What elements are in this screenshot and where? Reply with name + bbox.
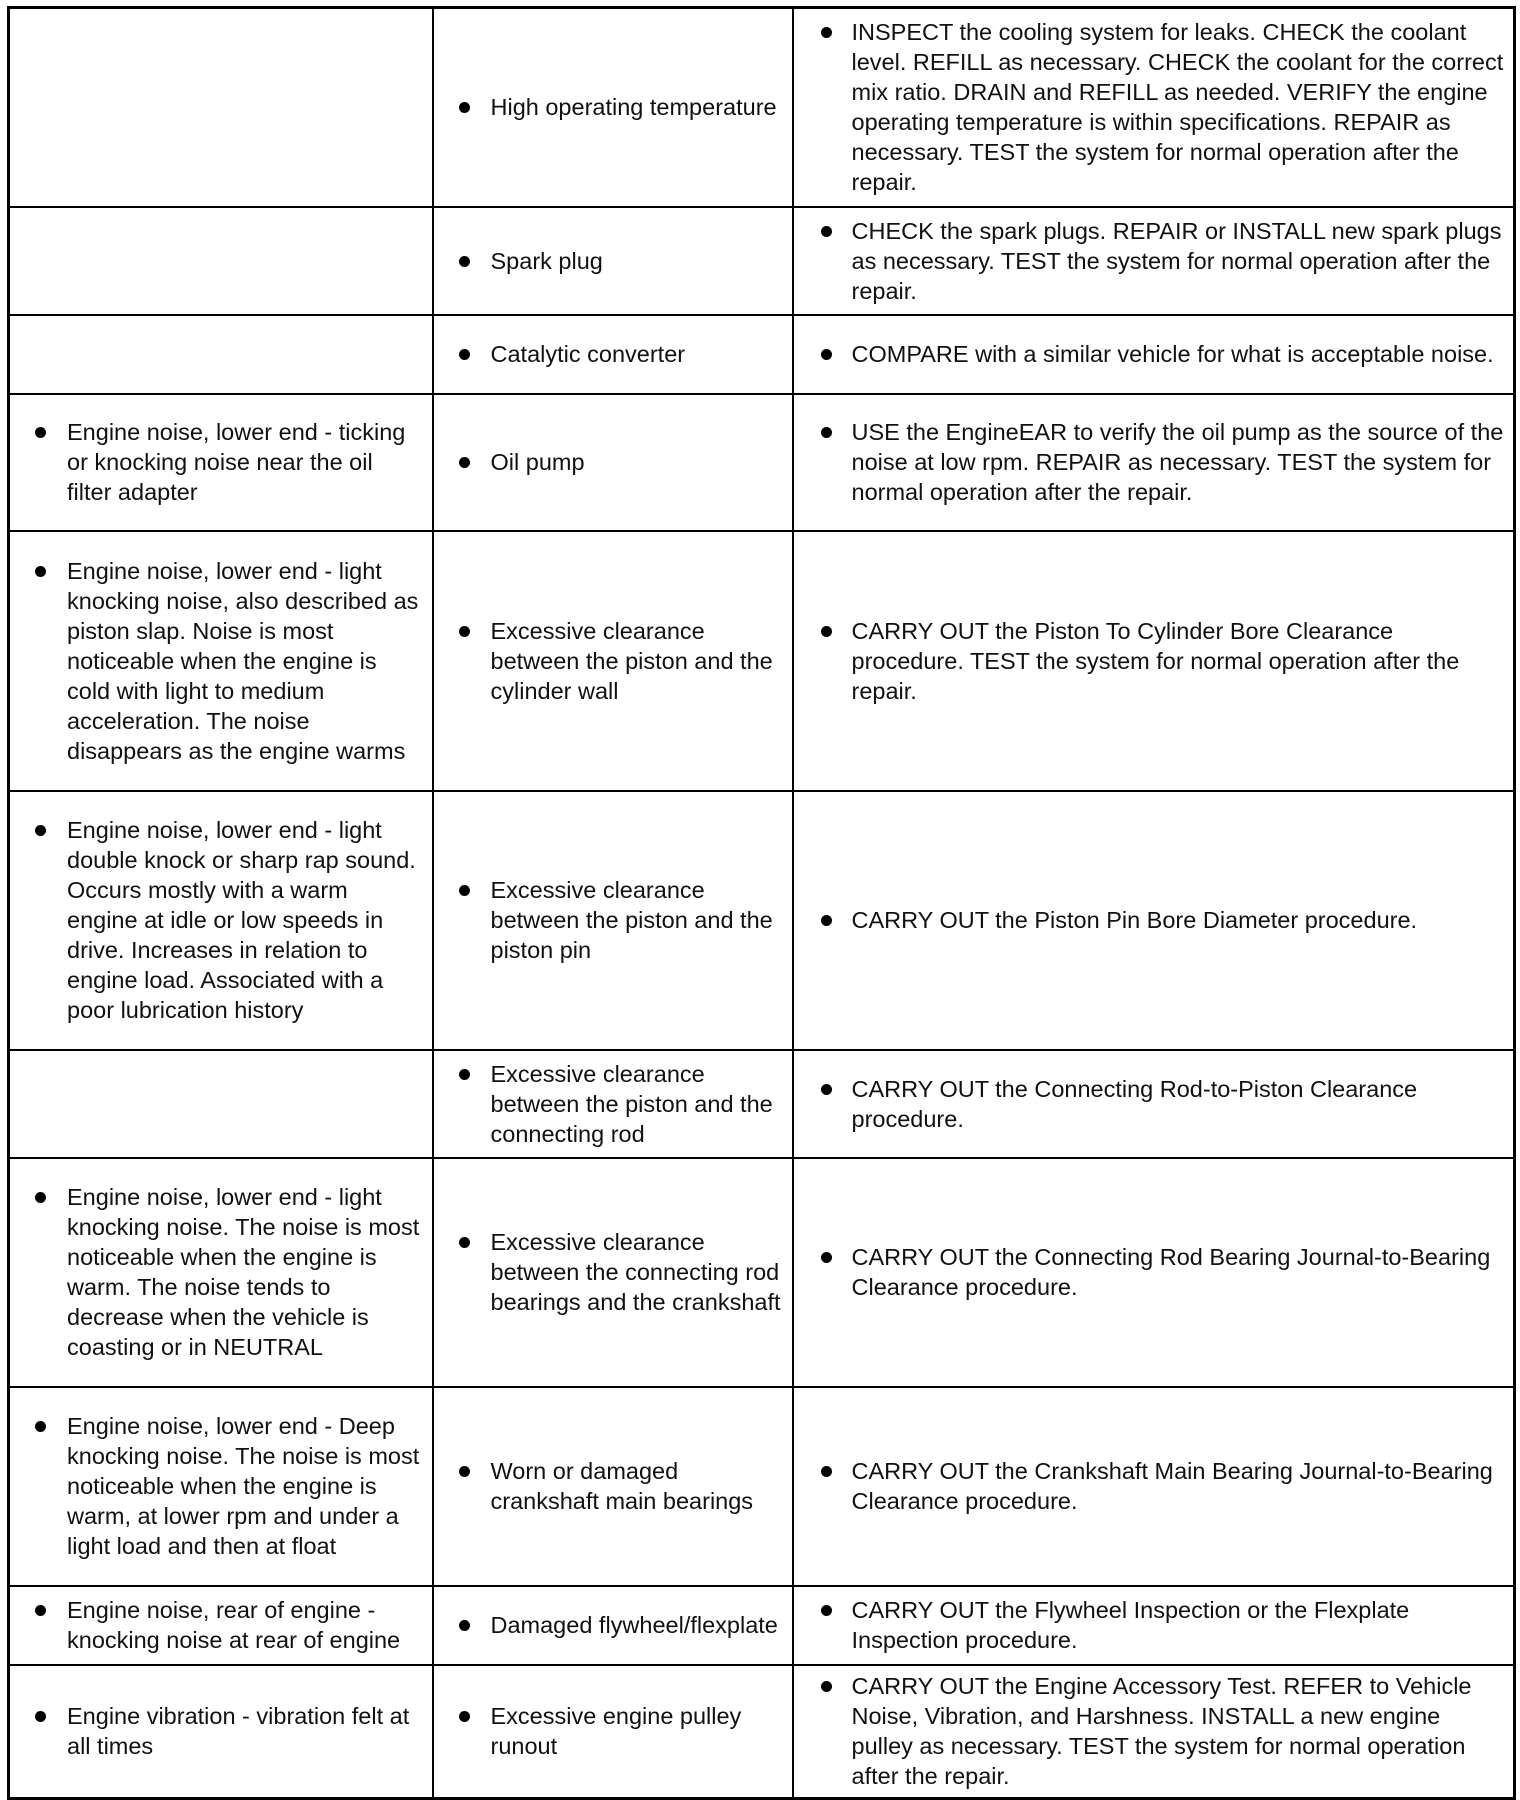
cause-text: Excessive clearance between the connecting rod bearings and the crankshaft bbox=[434, 1227, 784, 1317]
table-row bbox=[9, 1158, 1515, 1387]
action-cell bbox=[793, 1050, 1515, 1158]
action-cell bbox=[793, 315, 1515, 394]
cause-text: Excessive clearance between the piston and the cylinder wall bbox=[434, 616, 784, 706]
table-row bbox=[9, 315, 1515, 394]
table-row bbox=[9, 207, 1515, 315]
symptom-cell bbox=[9, 8, 433, 207]
action-text: CARRY OUT the Connecting Rod-to-Piston Clearance procedure. bbox=[794, 1074, 1506, 1134]
table-row bbox=[9, 8, 1515, 207]
cause-cell bbox=[433, 1387, 793, 1586]
symptom-text: Engine noise, rear of engine - knocking noise at rear of engine bbox=[10, 1595, 424, 1655]
action-text: USE the EngineEAR to verify the oil pump as the source of the noise at low rpm. REPAIR as necessary. TEST the system for normal operation after the repair. bbox=[794, 417, 1506, 507]
symptom-cell bbox=[9, 1387, 433, 1586]
action-cell bbox=[793, 1665, 1515, 1799]
table-row bbox=[9, 1050, 1515, 1158]
symptom-cell bbox=[9, 394, 433, 531]
action-cell bbox=[793, 1158, 1515, 1387]
symptom-text: Engine noise, lower end - Deep knocking noise. The noise is most noticeable when the engine is warm, at lower rpm and under a light load and then at float bbox=[10, 1411, 424, 1561]
cause-text: Excessive clearance between the piston and the connecting rod bbox=[434, 1059, 784, 1149]
cause-cell bbox=[433, 1586, 793, 1665]
action-text: CARRY OUT the Piston To Cylinder Bore Clearance procedure. TEST the system for normal operation after the repair. bbox=[794, 616, 1506, 706]
action-cell bbox=[793, 531, 1515, 791]
action-text: CARRY OUT the Connecting Rod Bearing Journal-to-Bearing Clearance procedure. bbox=[794, 1242, 1506, 1302]
cause-cell bbox=[433, 1158, 793, 1387]
cause-cell bbox=[433, 394, 793, 531]
action-cell bbox=[793, 394, 1515, 531]
cause-text: Excessive engine pulley runout bbox=[434, 1701, 784, 1761]
table-row bbox=[9, 531, 1515, 791]
symptom-cell bbox=[9, 1050, 433, 1158]
action-cell bbox=[793, 1387, 1515, 1586]
table-row bbox=[9, 394, 1515, 531]
action-cell bbox=[793, 791, 1515, 1050]
action-text: CHECK the spark plugs. REPAIR or INSTALL new spark plugs as necessary. TEST the system for normal operation after the repair. bbox=[794, 216, 1506, 306]
symptom-cell bbox=[9, 207, 433, 315]
action-cell bbox=[793, 207, 1515, 315]
cause-text: Catalytic converter bbox=[434, 339, 784, 369]
symptom-text: Engine noise, lower end - light double knock or sharp rap sound. Occurs mostly with a warm engine at idle or low speeds in drive. Increases in relation to engine load. Associated with a poor lubrication history bbox=[10, 815, 424, 1025]
table-row bbox=[9, 1586, 1515, 1665]
cause-text: Damaged flywheel/flexplate bbox=[434, 1610, 784, 1640]
cause-text: Spark plug bbox=[434, 246, 784, 276]
symptom-cell bbox=[9, 315, 433, 394]
cause-text: High operating temperature bbox=[434, 92, 784, 122]
action-cell bbox=[793, 1586, 1515, 1665]
cause-cell bbox=[433, 531, 793, 791]
cause-text: Worn or damaged crankshaft main bearings bbox=[434, 1456, 784, 1516]
symptom-text: Engine vibration - vibration felt at all times bbox=[10, 1701, 424, 1761]
cause-cell bbox=[433, 207, 793, 315]
table-row bbox=[9, 791, 1515, 1050]
table-row bbox=[9, 1665, 1515, 1799]
action-text: INSPECT the cooling system for leaks. CHECK the coolant level. REFILL as necessary. CHECK the coolant for the correct mix ratio. DRAIN and REFILL as needed. VERIFY the engine operating temperature is within specifications. REPAIR as necessary. TEST the system for normal operation after the repair. bbox=[794, 17, 1506, 197]
symptom-text: Engine noise, lower end - ticking or knocking noise near the oil filter adapter bbox=[10, 417, 424, 507]
action-text: COMPARE with a similar vehicle for what is acceptable noise. bbox=[794, 339, 1506, 369]
action-text: CARRY OUT the Piston Pin Bore Diameter procedure. bbox=[794, 905, 1506, 935]
symptom-cell bbox=[9, 1158, 433, 1387]
symptom-text: Engine noise, lower end - light knocking noise, also described as piston slap. Noise is most noticeable when the engine is cold with light to medium acceleration. The noise disappears as the engine warms bbox=[10, 556, 424, 766]
action-cell bbox=[793, 8, 1515, 207]
diagnosis-table bbox=[7, 6, 1516, 1800]
action-text: CARRY OUT the Engine Accessory Test. REFER to Vehicle Noise, Vibration, and Harshness. INSTALL a new engine pulley as necessary. TEST the system for normal operation after the repair. bbox=[794, 1671, 1506, 1791]
cause-cell bbox=[433, 1050, 793, 1158]
symptom-cell bbox=[9, 1586, 433, 1665]
symptom-cell bbox=[9, 1665, 433, 1799]
cause-cell bbox=[433, 791, 793, 1050]
cause-cell bbox=[433, 315, 793, 394]
table-row bbox=[9, 1387, 1515, 1586]
cause-cell bbox=[433, 8, 793, 207]
symptom-cell bbox=[9, 531, 433, 791]
symptom-text: Engine noise, lower end - light knocking noise. The noise is most noticeable when the engine is warm. The noise tends to decrease when the vehicle is coasting or in NEUTRAL bbox=[10, 1182, 424, 1362]
cause-cell bbox=[433, 1665, 793, 1799]
symptom-cell bbox=[9, 791, 433, 1050]
cause-text: Excessive clearance between the piston and the piston pin bbox=[434, 875, 784, 965]
action-text: CARRY OUT the Crankshaft Main Bearing Journal-to-Bearing Clearance procedure. bbox=[794, 1456, 1506, 1516]
action-text: CARRY OUT the Flywheel Inspection or the Flexplate Inspection procedure. bbox=[794, 1595, 1506, 1655]
cause-text: Oil pump bbox=[434, 447, 784, 477]
